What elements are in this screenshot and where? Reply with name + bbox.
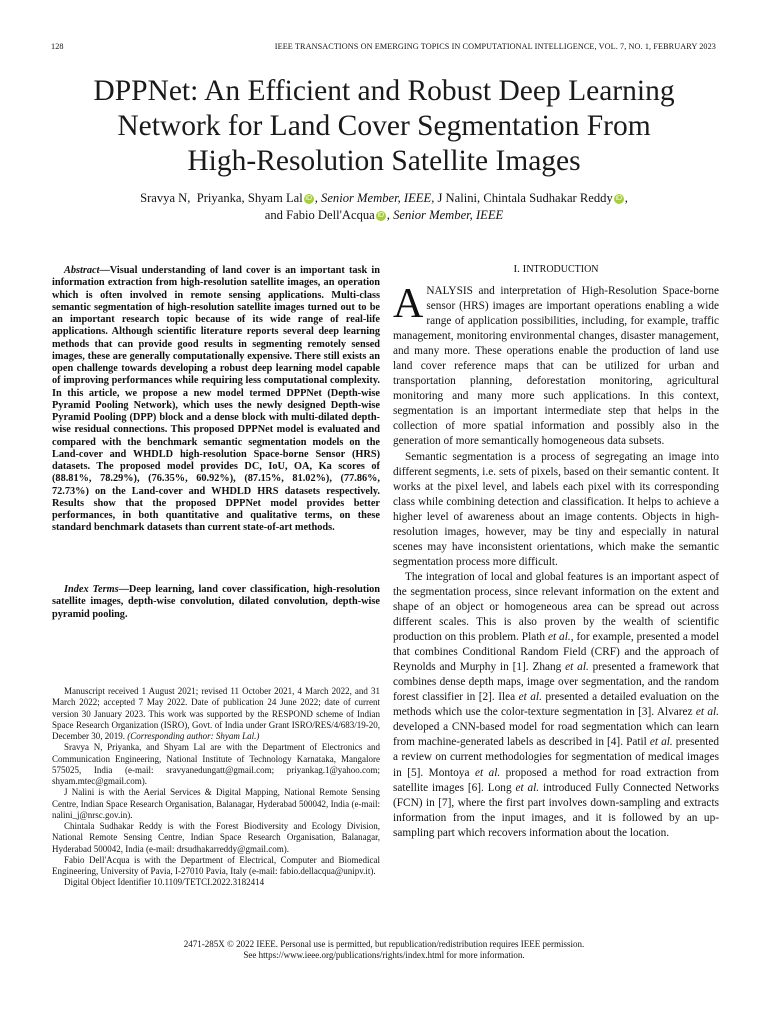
author-dellacqua: and Fabio Dell'Acqua — [264, 208, 375, 222]
orcid-icon[interactable]: iD — [615, 195, 623, 202]
footnote-affiliation: J Nalini is with the Aerial Services & Digital Mapping, National Remote Sensing Centre, Indian Space Research Organisation, Balanagar, Hyderabad 500042, India (e-mail: nalini_j@nrsc.gov.in). — [52, 787, 380, 820]
author-sravya: Sravya N, — [140, 191, 191, 205]
introduction-body — [393, 281, 720, 841]
et-al: et al. — [565, 661, 589, 674]
author-line-2 — [40, 207, 728, 224]
paragraph-3 — [393, 570, 719, 841]
title-line-3: High-Resolution Satellite Images — [187, 145, 581, 177]
doi: Digital Object Identifier 10.1109/TETCI.2022.3182414 — [64, 877, 265, 888]
author-priyanka: Priyanka, — [196, 191, 245, 205]
lead-caps: NALYSIS — [426, 285, 473, 297]
paragraph-text: and interpretation of High-Resolution Space-borne sensor (HRS) images are important operations enabling a wide range of application possibilities, including, for example, traffic management, monitoring environmental changes, disaster management, and many more. These operations enable the production of land use land cover reference maps that can be utilized for urban and transportation planning, deforestation monitoring, agricultural monitoring and many more such applications. In this context, segmentation is an important intermediate step that helps in the collection of more spatial information and possibly also in the generation of more semantically homogeneous data subsets. — [393, 285, 719, 448]
index-terms-label: Index Terms — [64, 584, 119, 595]
author-shyam-lal: Shyam Lal — [247, 191, 303, 205]
paragraph-text: presented a detailed evaluation on the methods which use the color-texture segmentation in [3]. Alvarez — [393, 691, 719, 719]
et-al: et al. — [515, 781, 540, 794]
section-number: I. — [513, 263, 520, 275]
index-terms-text: —Deep learning, land cover classification, high-resolution satellite images, depth-wise convolution, dilated convolution, depth-wise pyramid pooling. — [52, 584, 380, 620]
paragraph-text: The integration of local and global features is an important aspect of the segmentation process, since relevant information on the extent and shape of an object or homogeneous area can be spread out across different scales. This is also proven by the wealth of scientific production on this problem. Plath — [393, 570, 719, 644]
paragraph-text: developed a CNN-based model for road segmentation which can learn from machine-generated labels as described in [4]. Patil — [393, 721, 719, 749]
orcid-icon[interactable]: iD — [377, 212, 385, 219]
paper-title — [40, 74, 728, 179]
paragraph-1 — [393, 281, 719, 450]
footnote-affiliation: Chintala Sudhakar Reddy is with the Forest Biodiversity and Ecology Division, National Remote Sensing Centre, Indian Space Research Organisation, Balanagar, Hyderabad 500042, India (e-mail: drsudhakarreddy@gmail.com). — [52, 821, 380, 854]
paragraph-2: Semantic segmentation is a process of segregating an image into different segments, i.e. sets of pixels, based on their semantic content. It works at the pixel level, and labels each pixel with its corresponding class while combining detection and classification. It helps to achieve a higher level of awareness about an image contents. Objects in high-resolution images, however, may be tiny and especially in natural scenes may have inconsistent orientations, which make the semantic segmentation process more difficult. — [393, 450, 719, 568]
footnote-affiliation: Fabio Dell'Acqua is with the Department of Electrical, Computer and Biomedical Engineering, University of Pavia, I-27010 Pavia, Italy (e-mail: fabio.dellacqua@unipv.it). — [52, 854, 380, 876]
author-chintala: Chintala Sudhakar Reddy — [483, 191, 613, 205]
corresponding-author: (Corresponding author: Shyam Lal.) — [127, 731, 260, 741]
index-terms — [52, 584, 380, 621]
journal-header: IEEE TRANSACTIONS ON EMERGING TOPICS IN COMPUTATIONAL INTELLIGENCE, VOL. 7, NO. 1, FEBRUARY 2023 — [274, 42, 716, 51]
author-role: , Senior Member, IEEE — [386, 208, 504, 222]
heading-initial: I — [522, 263, 527, 275]
copyright-line-1: 2471-285X © 2022 IEEE. Personal use is permitted, but republication/redistribution requires IEEE permission. — [183, 939, 585, 949]
et-al: et al. — [474, 766, 501, 779]
heading-rest: NTRODUCTION — [526, 264, 599, 275]
title-line-2: Network for Land Cover Segmentation From — [117, 110, 651, 142]
abstract-text: —Visual understanding of land cover is an important task in information extraction from high-resolution satellite images, an operation which is often involved in remote sensing applications. Multi-class semantic segmentation of high-resolution satellite images turned out to be an important research topic because of its wide range of real-life applications. Although scientific literature reports several deep learning methods that can provide good results in segmenting remotely sensed images, these are generally computationally expensive. There still exists an open challenge towards developing a robust deep learning model capable of improving performances while requiring less computational complexity. In this article, we propose a new model termed DPPNet (Depth-wise Pyramid Pooling Network), which uses the newly designed Depth-wise Pyramid Pooling (DPP) block and a dense block with multi-dilated depth-wise residual connections. This proposed DPPNet model is evaluated and compared with the benchmark semantic segmentation models on the Land-cover and WHDLD high-resolution Space-borne Sensor (HRS) datasets. The proposed model provides DC, IoU, OA, Ka scores of (88.81%, 78.29%), (76.35%, 60.92%), (87.15%, 81.02%), (77.86%, 72.73%) on the Land-cover and WHDLD HRS datasets respectively. Results show that the proposed DPPNet model provides better performances, in both quantitative and qualitative terms, on these standard benchmark datasets than current state-of-art methods. — [52, 265, 380, 534]
orcid-icon[interactable]: iD — [305, 195, 313, 202]
copyright-line-2: See https://www.ieee.org/publications/rights/index.html for more information. — [243, 950, 525, 960]
footnote-text: Manuscript received 1 August 2021; revised 11 October 2021, 4 March 2022, and 31 March 2022; accepted 7 May 2022. Date of publication 24 June 2022; date of current version 30 January 2023. This work was supported by the RESPOND scheme of Indian Space Research Organization (ISRO), Govt. of India under Grant ISRO/RES/4/683/19-20, December 30, 2019. — [52, 686, 380, 741]
author-line-1 — [40, 190, 728, 207]
paragraph-text: introduced Fully Connected Networks (FCN) in [7], where the first part involves down-sampling and extracts information from the input images, and it is followed by an up-sampling part which recovers information about the location. — [393, 781, 719, 839]
paragraph-text: , for example, presented a model that combines Conditional Random Field (CRF) and the approach of Reynolds and Murphy in [1]. Zhang — [393, 631, 720, 674]
title-line-1: DPPNet: An Efficient and Robust Deep Learning — [93, 75, 675, 107]
abstract-label: Abstract — [64, 265, 100, 276]
author-nalini: J Nalini, — [437, 191, 481, 205]
copyright-notice — [40, 939, 728, 961]
paragraph-text: proposed a method for road extraction from satellite images [6]. Long — [393, 766, 719, 794]
et-al: et al. — [649, 736, 673, 749]
footnote-affiliation: Sravya N, Priyanka, and Shyam Lal are with the Department of Electronics and Communication Engineering, National Institute of Technology Karnataka, Mangalore 575025, India (e-mail: sravyanedungatt@gmail.com; priyankag.1@yahoo.com; shyam.mtec@gmail.com). — [52, 742, 380, 786]
et-al: et al. — [547, 631, 571, 644]
et-al: et al. — [518, 691, 542, 704]
author-role: , Senior Member, IEEE, — [314, 191, 435, 205]
paragraph-text: presented a framework that combines dense depth maps, image over segmentation, and the random forest classifier in [2]. Ilea — [393, 661, 720, 704]
footnote-manuscript — [52, 686, 380, 742]
author-separator: , — [624, 191, 628, 205]
et-al: et al. — [695, 706, 719, 719]
abstract — [52, 265, 380, 535]
footnotes — [52, 686, 380, 889]
page-number: 128 — [51, 42, 64, 51]
paragraph-text: presented a review on current methodologies for segmentation of medical images in [5]. Montoya — [393, 736, 720, 779]
drop-cap: A — [393, 281, 424, 327]
section-heading-introduction — [393, 263, 719, 275]
